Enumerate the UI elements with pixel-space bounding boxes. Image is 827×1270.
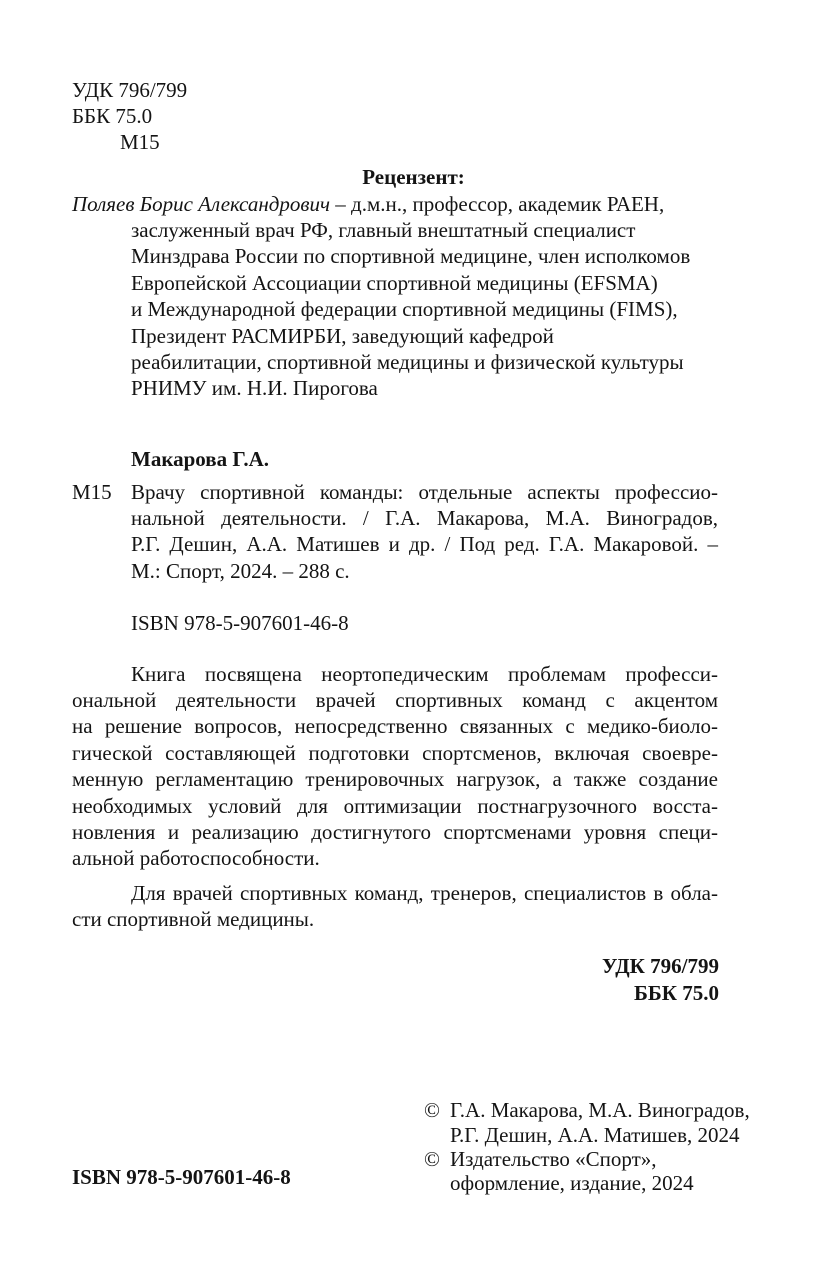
footer-isbn: ISBN 978-5-907601-46-8	[72, 1165, 291, 1189]
annotation-line: на решение вопросов, непосредственно связанных с медико-биоло-	[72, 714, 718, 738]
reviewer-credentials: – д.м.н., профессор, академик РАЕН,	[330, 192, 665, 216]
copyright-symbol: ©	[424, 1147, 440, 1171]
bibliography-code: М15	[72, 480, 112, 504]
annotation-line: новления и реализацию достигнутого спортсменами уровня специ-	[72, 820, 718, 844]
copyright-publisher: оформление, издание, 2024	[450, 1171, 694, 1195]
reviewer-line: Минздрава России по спортивной медицине, член исполкомов	[131, 244, 691, 268]
header-bbk: ББК 75.0	[72, 104, 153, 128]
annotation-line: альной работоспособности.	[72, 846, 320, 870]
reviewer-first-line	[72, 191, 664, 217]
reviewer-line: заслуженный врач РФ, главный внештатный специалист	[131, 218, 636, 242]
bibliography-author: Макарова Г.А.	[131, 447, 270, 471]
reviewer-heading: Рецензент:	[362, 165, 465, 189]
annotation-line: необходимых условий для оптимизации постнагрузочного восста-	[72, 794, 718, 818]
copyright-authors: Г.А. Макарова, М.А. Виноградов,	[450, 1098, 750, 1122]
reviewer-line: Президент РАСМИРБИ, заведующий кафедрой	[131, 324, 554, 348]
copyright-authors: Р.Г. Дешин, А.А. Матишев, 2024	[450, 1123, 740, 1147]
classification-bbk: ББК 75.0	[634, 981, 719, 1005]
reviewer-line: Европейской Ассоциации спортивной медицины (EFSMA)	[131, 271, 658, 295]
reviewer-line: реабилитации, спортивной медицины и физической культуры	[131, 350, 684, 374]
annotation-line: сти спортивной медицины.	[72, 907, 315, 931]
bibliography-line: М.: Спорт, 2024. – 288 с.	[131, 559, 350, 583]
bibliography-line: нальной деятельности. / Г.А. Макарова, М.А. Виноградов,	[131, 506, 718, 530]
reviewer-line: РНИМУ им. Н.И. Пирогова	[131, 376, 378, 400]
copyright-publisher: Издательство «Спорт»,	[450, 1147, 657, 1171]
bibliography-isbn: ISBN 978-5-907601-46-8	[131, 611, 349, 635]
annotation-line: Для врачей спортивных команд, тренеров, специалистов в обла-	[131, 881, 718, 905]
annotation-line: менную регламентацию тренировочных нагрузок, а также создание	[72, 767, 718, 791]
header-author-code: М15	[120, 130, 160, 154]
copyright-symbol: ©	[424, 1098, 440, 1122]
annotation-line: Книга посвящена неортопедическим проблемам професси-	[131, 662, 718, 686]
bibliography-line: Р.Г. Дешин, А.А. Матишев и др. / Под ред. Г.А. Макаровой. –	[131, 532, 718, 556]
reviewer-name: Поляев Борис Александрович	[72, 192, 331, 216]
classification-udk: УДК 796/799	[601, 954, 719, 978]
bibliography-line: Врачу спортивной команды: отдельные аспекты профессио-	[131, 480, 718, 504]
annotation-line: гической составляющей подготовки спортсменов, включая своевре-	[72, 741, 718, 765]
annotation-line: ональной деятельности врачей спортивных команд с акцентом	[72, 688, 718, 712]
reviewer-line: и Международной федерации спортивной медицины (FIMS),	[131, 297, 678, 321]
header-udk: УДК 796/799	[72, 78, 188, 102]
